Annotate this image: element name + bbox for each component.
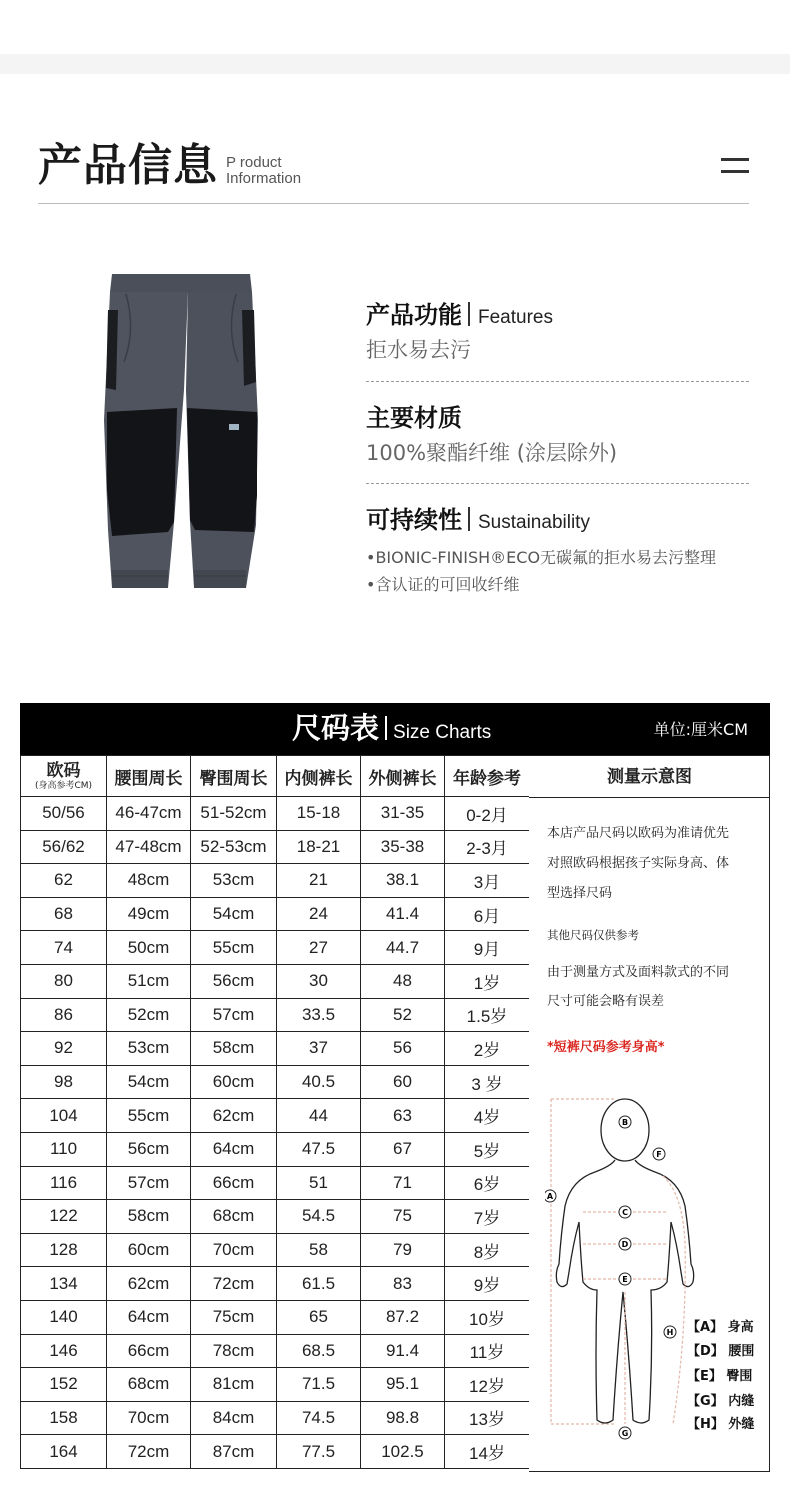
cell-waist: 49cm — [107, 897, 191, 931]
cell-waist: 72cm — [107, 1435, 191, 1469]
features-heading — [366, 300, 553, 333]
cell-hip: 66cm — [191, 1166, 277, 1200]
cell-inseam: 77.5 — [277, 1435, 361, 1469]
cell-inseam: 68.5 — [277, 1334, 361, 1368]
cell-outseam: 31-35 — [361, 797, 445, 831]
cell-age: 3月 — [445, 864, 530, 898]
cell-age: 3 岁 — [445, 1065, 530, 1099]
sustainability-item: •BIONIC-FINISH®ECO无碳氟的拒水易去污整理 — [366, 548, 717, 567]
table-row — [21, 931, 530, 965]
divider — [366, 483, 749, 484]
cell-eu-size: 146 — [21, 1334, 107, 1368]
shorts-note: *短裤尺码参考身高* — [547, 1040, 665, 1055]
cell-eu-size: 122 — [21, 1200, 107, 1234]
table-row — [21, 1368, 530, 1402]
table-row — [21, 1435, 530, 1469]
cell-outseam: 52 — [361, 998, 445, 1032]
table-row — [21, 964, 530, 998]
measurement-diagram — [529, 755, 770, 1472]
cell-waist: 56cm — [107, 1132, 191, 1166]
cell-inseam: 37 — [277, 1032, 361, 1066]
sustainability-label-en: Sustainability — [478, 512, 590, 533]
cell-inseam: 33.5 — [277, 998, 361, 1032]
cell-inseam: 27 — [277, 931, 361, 965]
cell-hip: 75cm — [191, 1300, 277, 1334]
cell-outseam: 79 — [361, 1233, 445, 1267]
cell-outseam: 38.1 — [361, 864, 445, 898]
note-line: 尺寸可能会略有误差 — [547, 994, 665, 1009]
marker-d: D — [621, 1240, 629, 1249]
cell-waist: 64cm — [107, 1300, 191, 1334]
cell-inseam: 40.5 — [277, 1065, 361, 1099]
cell-hip: 78cm — [191, 1334, 277, 1368]
cell-waist: 53cm — [107, 1032, 191, 1066]
cell-outseam: 56 — [361, 1032, 445, 1066]
cell-waist: 62cm — [107, 1267, 191, 1301]
cell-eu-size: 56/62 — [21, 830, 107, 864]
table-row — [21, 1401, 530, 1435]
cell-eu-size: 50/56 — [21, 797, 107, 831]
cell-age: 8岁 — [445, 1233, 530, 1267]
cell-inseam: 71.5 — [277, 1368, 361, 1402]
cell-hip: 55cm — [191, 931, 277, 965]
col-hip: 臀围周长 — [191, 756, 277, 797]
cell-age: 10岁 — [445, 1300, 530, 1334]
cell-outseam: 83 — [361, 1267, 445, 1301]
cell-waist: 52cm — [107, 998, 191, 1032]
col-eu-size: 欧码 (身高参考CM) — [21, 756, 107, 797]
features-label-en: Features — [478, 307, 553, 328]
cell-inseam: 15-18 — [277, 797, 361, 831]
table-row — [21, 1300, 530, 1334]
col-inseam: 内侧裤长 — [277, 756, 361, 797]
cell-age: 2-3月 — [445, 830, 530, 864]
cell-eu-size: 86 — [21, 998, 107, 1032]
cell-age: 5岁 — [445, 1132, 530, 1166]
cell-age: 9岁 — [445, 1267, 530, 1301]
note-line: 由于测量方式及面料款式的不同 — [547, 965, 730, 980]
top-band — [0, 54, 790, 74]
marker-a: A — [546, 1192, 554, 1201]
cell-waist: 58cm — [107, 1200, 191, 1234]
cell-waist: 57cm — [107, 1166, 191, 1200]
cell-outseam: 44.7 — [361, 931, 445, 965]
note-line: 其他尺码仅供参考 — [547, 928, 639, 942]
features-value: 拒水易去污 — [366, 338, 471, 362]
cell-hip: 62cm — [191, 1099, 277, 1133]
menu-icon[interactable] — [721, 158, 749, 174]
note-line: 对照欧码根据孩子实际身高、体 — [547, 856, 730, 871]
cell-outseam: 60 — [361, 1065, 445, 1099]
table-row — [21, 1200, 530, 1234]
table-row — [21, 864, 530, 898]
cell-inseam: 65 — [277, 1300, 361, 1334]
table-row — [21, 1334, 530, 1368]
cell-hip: 56cm — [191, 964, 277, 998]
cell-inseam: 44 — [277, 1099, 361, 1133]
cell-hip: 81cm — [191, 1368, 277, 1402]
col-outseam: 外侧裤长 — [361, 756, 445, 797]
table-row — [21, 1166, 530, 1200]
cell-age: 1岁 — [445, 964, 530, 998]
page-subtitle — [226, 155, 301, 187]
cell-age: 11岁 — [445, 1334, 530, 1368]
cell-waist: 55cm — [107, 1099, 191, 1133]
cell-waist: 66cm — [107, 1334, 191, 1368]
cell-inseam: 58 — [277, 1233, 361, 1267]
cell-hip: 70cm — [191, 1233, 277, 1267]
material-label: 主要材质 — [366, 404, 462, 432]
table-row — [21, 1065, 530, 1099]
cell-inseam: 61.5 — [277, 1267, 361, 1301]
cell-eu-size: 134 — [21, 1267, 107, 1301]
cell-inseam: 54.5 — [277, 1200, 361, 1234]
table-row — [21, 1233, 530, 1267]
cell-eu-size: 110 — [21, 1132, 107, 1166]
cell-inseam: 51 — [277, 1166, 361, 1200]
cell-outseam: 91.4 — [361, 1334, 445, 1368]
cell-eu-size: 92 — [21, 1032, 107, 1066]
cell-outseam: 63 — [361, 1099, 445, 1133]
cell-inseam: 30 — [277, 964, 361, 998]
cell-outseam: 67 — [361, 1132, 445, 1166]
cell-eu-size: 158 — [21, 1401, 107, 1435]
cell-waist: 46-47cm — [107, 797, 191, 831]
cell-age: 9月 — [445, 931, 530, 965]
cell-outseam: 75 — [361, 1200, 445, 1234]
marker-c: C — [622, 1208, 628, 1217]
table-row — [21, 1132, 530, 1166]
cell-waist: 60cm — [107, 1233, 191, 1267]
page-title: 产品信息 — [38, 140, 218, 191]
cell-waist: 50cm — [107, 931, 191, 965]
cell-hip: 64cm — [191, 1132, 277, 1166]
cell-waist: 47-48cm — [107, 830, 191, 864]
col-age: 年龄参考 — [445, 756, 530, 797]
title-divider — [38, 203, 749, 204]
cell-eu-size: 74 — [21, 931, 107, 965]
cell-inseam: 74.5 — [277, 1401, 361, 1435]
legend-item: 【H】 外缝 — [687, 1417, 755, 1432]
body-figure — [545, 1094, 765, 1444]
col-waist: 腰围周长 — [107, 756, 191, 797]
cell-hip: 51-52cm — [191, 797, 277, 831]
cell-eu-size: 140 — [21, 1300, 107, 1334]
cell-outseam: 71 — [361, 1166, 445, 1200]
material-heading — [366, 403, 462, 433]
cell-hip: 52-53cm — [191, 830, 277, 864]
cell-age: 6月 — [445, 897, 530, 931]
cell-inseam: 47.5 — [277, 1132, 361, 1166]
size-chart-title-zh: 尺码表 — [292, 711, 380, 745]
cell-waist: 68cm — [107, 1368, 191, 1402]
size-chart-title — [292, 710, 491, 751]
cell-outseam: 35-38 — [361, 830, 445, 864]
marker-g: G — [621, 1429, 629, 1438]
cell-hip: 87cm — [191, 1435, 277, 1469]
table-row — [21, 797, 530, 831]
cell-outseam: 41.4 — [361, 897, 445, 931]
cell-hip: 58cm — [191, 1032, 277, 1066]
marker-h: H — [666, 1328, 674, 1337]
cell-age: 14岁 — [445, 1435, 530, 1469]
cell-hip: 68cm — [191, 1200, 277, 1234]
marker-b: B — [621, 1118, 629, 1127]
table-row — [21, 897, 530, 931]
legend-item: 【D】 腰围 — [687, 1344, 755, 1359]
pants-image — [98, 270, 263, 620]
subtitle-line1: P roduct — [226, 154, 282, 171]
table-row — [21, 998, 530, 1032]
unit-label: 单位:厘米CM — [653, 720, 748, 739]
legend-item: 【G】 内缝 — [687, 1394, 755, 1409]
legend-item: 【A】 身高 — [687, 1320, 754, 1335]
cell-eu-size: 98 — [21, 1065, 107, 1099]
cell-eu-size: 116 — [21, 1166, 107, 1200]
cell-eu-size: 104 — [21, 1099, 107, 1133]
cell-eu-size: 152 — [21, 1368, 107, 1402]
cell-outseam: 87.2 — [361, 1300, 445, 1334]
cell-eu-size: 128 — [21, 1233, 107, 1267]
cell-outseam: 102.5 — [361, 1435, 445, 1469]
subtitle-line2: Information — [226, 170, 302, 187]
size-table — [20, 755, 530, 1469]
cell-eu-size: 62 — [21, 864, 107, 898]
note-line: 本店产品尺码以欧码为准请优先 — [547, 826, 730, 841]
cell-hip: 57cm — [191, 998, 277, 1032]
size-chart-header — [20, 703, 770, 755]
features-label: 产品功能 — [366, 301, 462, 329]
cell-outseam: 95.1 — [361, 1368, 445, 1402]
table-header-row — [21, 756, 530, 797]
size-chart-title-en: Size Charts — [393, 722, 492, 743]
diagram-title: 测量示意图 — [529, 756, 770, 798]
cell-age: 4岁 — [445, 1099, 530, 1133]
cell-hip: 54cm — [191, 897, 277, 931]
cell-eu-size: 164 — [21, 1435, 107, 1469]
cell-age: 6岁 — [445, 1166, 530, 1200]
table-row — [21, 1032, 530, 1066]
cell-waist: 51cm — [107, 964, 191, 998]
sustainability-heading — [366, 505, 590, 538]
cell-waist: 70cm — [107, 1401, 191, 1435]
note-line: 型选择尺码 — [547, 886, 613, 901]
divider — [366, 381, 749, 382]
cell-inseam: 24 — [277, 897, 361, 931]
sustainability-item: •含认证的可回收纤维 — [366, 575, 520, 594]
material-value: 100%聚酯纤维 (涂层除外) — [366, 441, 618, 465]
cell-eu-size: 80 — [21, 964, 107, 998]
marker-f: F — [656, 1150, 662, 1159]
table-row — [21, 1267, 530, 1301]
cell-age: 13岁 — [445, 1401, 530, 1435]
cell-outseam: 98.8 — [361, 1401, 445, 1435]
cell-hip: 60cm — [191, 1065, 277, 1099]
cell-eu-size: 68 — [21, 897, 107, 931]
cell-hip: 72cm — [191, 1267, 277, 1301]
cell-waist: 48cm — [107, 864, 191, 898]
sustainability-label: 可持续性 — [366, 506, 462, 534]
cell-age: 12岁 — [445, 1368, 530, 1402]
cell-hip: 53cm — [191, 864, 277, 898]
legend-item: 【E】 臀围 — [687, 1369, 753, 1384]
cell-age: 0-2月 — [445, 797, 530, 831]
cell-inseam: 21 — [277, 864, 361, 898]
cell-age: 1.5岁 — [445, 998, 530, 1032]
cell-age: 2岁 — [445, 1032, 530, 1066]
table-row — [21, 830, 530, 864]
cell-inseam: 18-21 — [277, 830, 361, 864]
cell-waist: 54cm — [107, 1065, 191, 1099]
marker-e: E — [622, 1275, 628, 1284]
table-row — [21, 1099, 530, 1133]
cell-age: 7岁 — [445, 1200, 530, 1234]
cell-outseam: 48 — [361, 964, 445, 998]
cell-hip: 84cm — [191, 1401, 277, 1435]
